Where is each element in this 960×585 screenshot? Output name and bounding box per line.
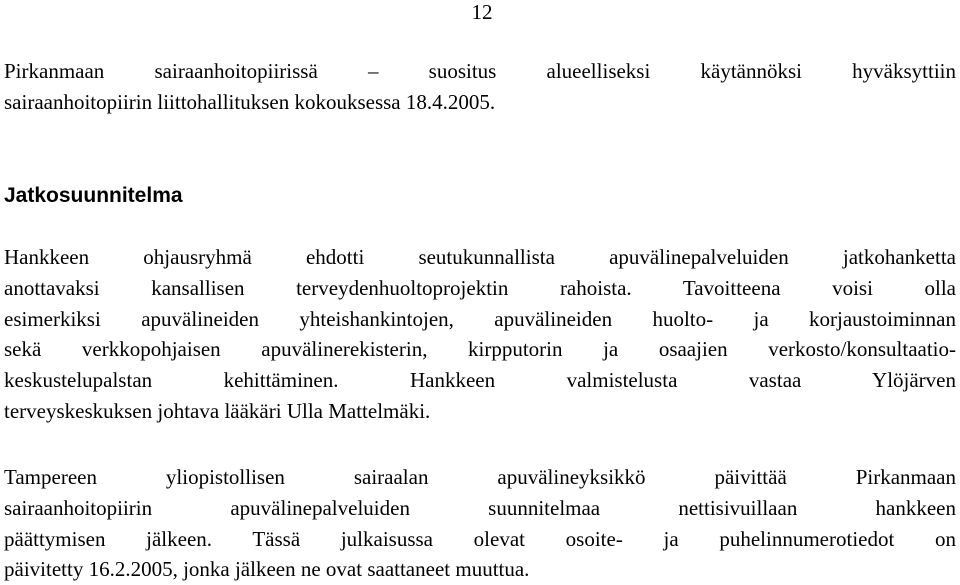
text-line: Tampereen yliopistollisen sairaalan apuvälineyksikkö päivittää Pirkanmaan <box>4 465 956 489</box>
text-line: anottavaksi kansallisen terveydenhuoltoprojektin rahoista. Tavoitteena voisi olla <box>4 275 956 300</box>
paragraph-update <box>4 462 956 585</box>
text-line: päivitetty 16.2.2005, jonka jälkeen ne ovat saattaneet muuttua. <box>4 557 530 582</box>
text-line: keskustelupalstan kehittäminen. Hankkeen valmistelusta vastaa Ylöjärven <box>4 368 956 393</box>
text-line: Hankkeen ohjausryhmä ehdotti seutukunnallista apuvälinepalveluiden jatkohanketta <box>4 245 956 269</box>
text-line: sekä verkkopohjaisen apuvälinerekisterin, kirpputorin ja osaajien verkosto/konsultaatio- <box>4 337 956 362</box>
text-line: päättymisen jälkeen. Tässä julkaisussa olevat osoite- ja puhelinnumerotiedot on <box>4 526 956 551</box>
paragraph-plan <box>4 242 956 427</box>
text-line: Pirkanmaan sairaanhoitopiirissä – suositus alueelliseksi käytännöksi hyväksyttiin <box>4 59 956 83</box>
text-line: terveyskeskuksen johtava lääkäri Ulla Mattelmäki. <box>4 398 431 423</box>
text-line: sairaanhoitopiirin apuvälinepalveluiden suunnitelmaa nettisivuillaan hankkeen <box>4 495 956 520</box>
text-line: sairaanhoitopiirin liittohallituksen kokouksessa 18.4.2005. <box>4 89 496 114</box>
paragraph-intro <box>4 56 956 118</box>
text-line: esimerkiksi apuvälineiden yhteishankintojen, apuvälineiden huolto- ja korjaustoiminnan <box>4 306 956 331</box>
page-number: 12 <box>471 0 493 24</box>
section-heading: Jatkosuunnitelma <box>4 184 183 207</box>
